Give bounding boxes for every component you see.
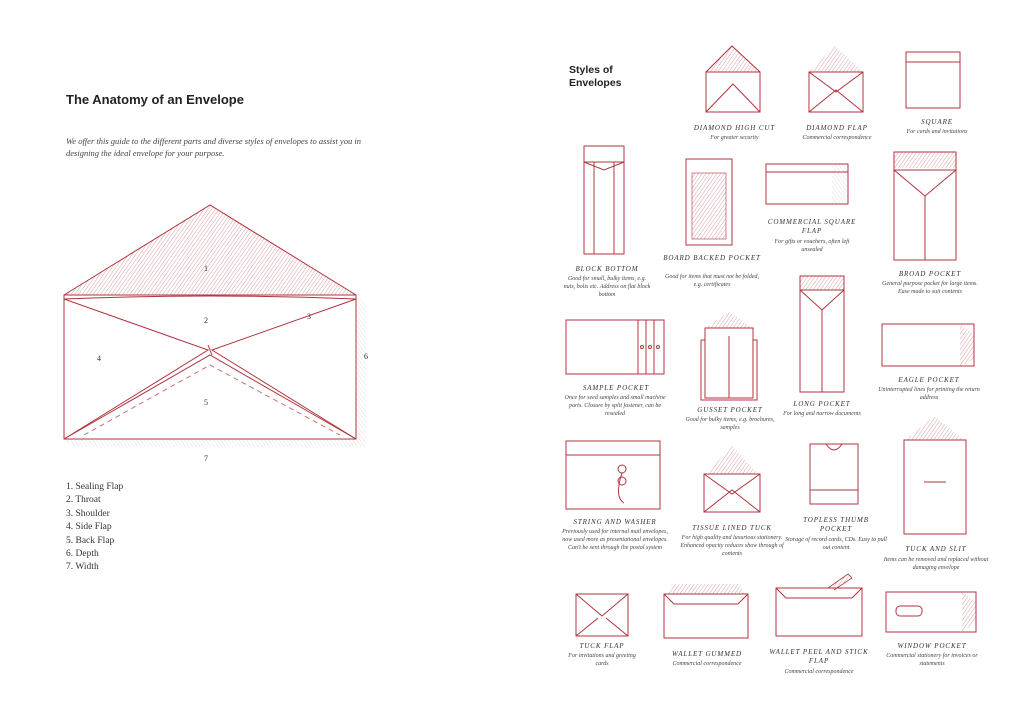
style-name: LONG POCKET	[793, 400, 851, 408]
long-pocket-illustration	[796, 272, 850, 398]
board-backed-pocket-illustration	[682, 155, 738, 251]
string-and-washer-illustration	[562, 437, 666, 513]
style-name: SAMPLE POCKET	[582, 384, 650, 392]
page-title: The Anatomy of an Envelope	[66, 92, 244, 107]
style-desc: General purpose pocket for large items. Ease made to suit contents	[882, 281, 978, 295]
tuck-flap-illustration	[572, 590, 632, 640]
style-desc: Items can be removed and replaced without damaging envelope	[883, 557, 989, 571]
style-name: SQUARE	[921, 118, 953, 126]
sealing-flap-shape	[64, 205, 356, 295]
topless-thumb-pocket-illustration	[806, 440, 864, 510]
style-desc: Previously used for internal mail envelopes, now used more as presentational envelopes. Can't be sent through the postal system	[562, 529, 668, 551]
eagle-pocket-illustration	[878, 320, 980, 372]
style-name: WINDOW POCKET	[897, 642, 967, 650]
style-desc: Commercial correspondence	[672, 661, 742, 667]
wallet-peel-and-stick-illustration	[772, 570, 868, 642]
number-label: 2	[204, 316, 208, 325]
list-item: 5. Back Flap	[66, 535, 115, 546]
list-item: 6. Depth	[66, 549, 99, 560]
style-desc: For cards and invitations	[906, 129, 968, 135]
list-item: 4. Side Flap	[66, 522, 112, 533]
block-bottom-illustration	[580, 142, 630, 260]
style-name: DIAMOND FLAP	[806, 124, 868, 132]
parts-list	[66, 481, 123, 575]
style-desc: Uninterrupted lines for printing the return address	[878, 387, 980, 401]
style-name: TUCK FLAP	[579, 642, 625, 650]
style-desc: Commercial correspondence	[784, 669, 854, 675]
sample-pocket-illustration	[562, 316, 670, 378]
style-name: EAGLE POCKET	[898, 376, 960, 384]
style-desc: For greater security	[710, 135, 759, 141]
tissue-lined-tuck-illustration	[700, 440, 764, 518]
style-name: TUCK AND SLIT	[905, 545, 967, 553]
number-label: 4	[97, 354, 101, 363]
number-label: 5	[204, 398, 208, 407]
styles-title-line: Styles of	[569, 64, 613, 76]
number-label: 1	[204, 264, 208, 273]
style-name: BROAD POCKET	[898, 270, 962, 278]
commercial-square-flap-illustration	[762, 160, 854, 210]
styles-title	[569, 64, 649, 90]
list-item: 1. Sealing Flap	[66, 482, 124, 492]
style-desc: For long and narrow documents	[783, 411, 861, 417]
number-label: 6	[364, 352, 368, 361]
style-name: DIAMOND HIGH CUT	[693, 124, 776, 132]
style-name: TISSUE LINED TUCK	[692, 524, 772, 532]
style-desc: For invitations and greeting cards	[568, 653, 636, 667]
number-label: 7	[204, 454, 208, 463]
wallet-gummed-illustration	[660, 580, 752, 644]
style-name: GUSSET POCKET	[697, 406, 763, 414]
square-envelope-illustration	[902, 48, 966, 114]
list-item: 7. Width	[66, 562, 99, 573]
style-desc: For high quality and luxurious stationery. Enhanced opacity reduces show through of contents	[680, 535, 784, 557]
style-name: STRING AND WASHER	[573, 518, 657, 526]
style-name: WALLET GUMMED	[671, 650, 742, 658]
style-name: WALLET PEEL AND STICK FLAP	[769, 648, 869, 665]
broad-pocket-illustration	[890, 148, 962, 266]
style-desc: Commercial correspondence	[802, 135, 872, 141]
window-pocket-illustration	[882, 588, 982, 638]
style-name: BLOCK BOTTOM	[575, 265, 639, 273]
style-desc: Commercial stationery for invoices or statements	[886, 653, 978, 667]
style-desc: Good for small, bulky items, e.g. nuts, bolts etc. Address on flat block bottom	[563, 276, 651, 298]
styles-title-line: Envelopes	[569, 77, 622, 89]
intro-text: We offer this guide to the different parts and diverse styles of envelopes to assist you in designing the ideal envelope for your purpose.	[66, 136, 361, 158]
style-name: TOPLESS THUMB POCKET	[803, 516, 869, 533]
tuck-and-slit-illustration	[898, 412, 974, 540]
style-desc: Good for bulky items, e.g. brochures, samples	[685, 417, 775, 431]
style-name: BOARD BACKED POCKET	[663, 254, 761, 262]
envelope-anatomy-diagram	[60, 195, 370, 470]
style-desc: Storage of record cards, CDs. Easy to pull out content	[785, 537, 887, 551]
right-page	[512, 0, 1024, 723]
diamond-high-cut-illustration	[702, 42, 766, 118]
style-name: COMMERCIAL SQUARE FLAP	[767, 218, 857, 235]
gusset-pocket-illustration	[697, 306, 761, 404]
style-desc: Good for items that must not be folded, e.g. certificates	[665, 274, 759, 288]
list-item: 2. Throat	[66, 495, 101, 506]
diamond-flap-illustration	[805, 42, 869, 118]
number-label: 3	[307, 312, 311, 321]
style-desc: Once for seed samples and small machine parts. Closure by split fastener, can be resealed	[564, 395, 666, 417]
style-desc: For gifts or vouchers, often left unsealed	[774, 239, 850, 253]
list-item: 3. Shoulder	[66, 508, 110, 519]
